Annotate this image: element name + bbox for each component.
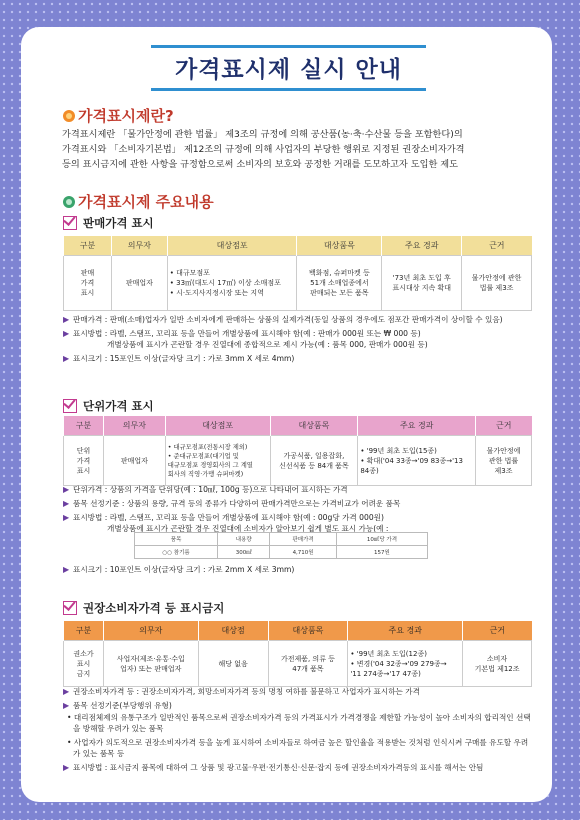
cell-basis: 소비자 기본법 제12조 [463,641,532,687]
triangle-bullet-icon: ▶ [63,354,70,363]
note-text: 단위가격 : 상품의 가격을 단위당(예 : 10㎖, 100g 등)으로 나타내어 표시하는 가격 [73,485,348,494]
col-header: 의무자 [103,416,165,436]
col-header: 의무자 [103,621,198,641]
sun-bullet-icon [63,110,75,122]
col-header: 근거 [462,236,532,256]
col-header: 주요 경과 [358,416,476,436]
col-header: 대상점포 [167,236,297,256]
section1-heading [63,105,174,126]
triangle-bullet-icon: ▶ [63,329,70,338]
example-cell: 4,710원 [270,546,337,559]
note-item [63,512,533,523]
triangle-bullet-icon: ▶ [63,485,70,494]
triangle-bullet-icon: ▶ [63,687,70,696]
criteria-item: • 대리점체제의 유통구조가 일반적인 품목으로써 권장소비자가격 등의 가격표시가 가격경쟁을 제한할 가능성이 높아 소비자의 합리적인 선택을 방해할 우려가 있는 품목 [67,713,531,733]
cell-category: 판매 가격 표시 [64,256,112,311]
note-text: 개별상품에 표시가 곤란할 경우 진열대에 종합적으로 제시 가능(예 : 품목 000, 판매가 000원 등) [107,340,428,349]
note-item [63,762,533,773]
note-item [63,700,533,711]
definition-line: 가격표시제란 「물가안정에 관한 법률」 제3조의 규정에 의해 공산품(농·축·수산물 등을 포함한다)의 [62,129,463,140]
cell-basis: 물가안정에 관한 법률 제3조 [462,256,532,311]
section2-heading-text: 가격표시제 주요내용 [78,193,214,211]
cell-obligor: 판매업자 [111,256,167,311]
unit-notes [63,484,533,537]
example-header: 판매가격 [270,533,337,546]
cell-stores: 해당 없음 [198,641,268,687]
example-header: 10㎖당 가격 [336,533,427,546]
page-title: 가격표시제 실시 안내 [175,57,402,83]
note-text: 표시크기 : 15포인트 이상(글자당 크기 : 가로 3mm X 세로 4mm) [73,354,295,363]
note-text: 표시크기 : 10포인트 이상(글자당 크기 : 가로 2mm X 세로 3mm) [73,565,295,574]
notice-card [21,27,552,802]
col-header: 의무자 [111,236,167,256]
triangle-bullet-icon: ▶ [63,565,70,574]
col-header: 대상점포 [165,416,270,436]
definition-line: 가격표시와 「소비자기본법」 제12조의 규정에 의해 사업자의 부당한 행위로 지정된 권장소비자가격 [62,144,465,155]
col-header: 대상품목 [270,416,358,436]
title-bottom-rule [151,88,426,91]
cell-history: '73년 최초 도입 후 표시대상 지속 확대 [382,256,462,311]
note-item [63,328,533,339]
cell-category: 권소가 표시 금지 [64,641,104,687]
recommended-heading [63,600,224,616]
definition-paragraph [62,127,532,172]
col-header: 주요 경과 [382,236,462,256]
unit-size-note [63,564,533,578]
sales-heading-text: 판매가격 표시 [83,216,154,230]
sales-table [63,236,532,311]
cell-items: 백화점, 슈퍼마켓 등 51개 소매업종에서 판매되는 모든 품목 [297,256,382,311]
table-row [64,641,532,687]
col-header: 근거 [463,621,532,641]
note-continuation [63,339,533,350]
unit-heading [63,398,154,414]
table-header-row [64,236,532,256]
col-header: 구분 [64,416,104,436]
triangle-bullet-icon: ▶ [63,763,70,772]
sun-bullet-icon [63,196,75,208]
example-header: 품목 [135,533,218,546]
cell-items: 가전제품, 의류 등 47개 품목 [268,641,348,687]
note-item [63,564,533,575]
cell-obligor: 사업자(제조·유통·수입 업자) 또는 판매업자 [103,641,198,687]
note-text: 품목 선정기준(부당행위 유형) [73,701,172,710]
note-text: 개별상품에 표시가 곤란할 경우 진열대에 소비자가 알아보기 쉽게 별도 표시 가능(예 : [107,524,389,533]
example-header: 내용량 [218,533,270,546]
cell-stores: • 대규모점포 • 33㎡(대도시 17㎡) 이상 소매점포 • 시·도지사지정시장 또는 지역 [167,256,297,311]
recommended-notes [63,686,533,776]
cell-category: 단위 가격 표시 [64,436,104,486]
sales-heading [63,215,154,231]
col-header: 주요 경과 [348,621,463,641]
section1-heading-text: 가격표시제란? [78,107,174,125]
col-header: 대상품목 [268,621,348,641]
triangle-bullet-icon: ▶ [63,499,70,508]
section2-heading [63,191,214,212]
unit-heading-text: 단위가격 표시 [83,399,154,413]
cell-history: • '99년 최초 도입(12종) • 변경('04 32종→'09 279종→ '11 274종→'17 47종) [348,641,463,687]
title-block [151,45,426,91]
table-row [64,436,532,486]
table-row [135,546,428,559]
note-item [63,314,533,325]
table-row [64,256,532,311]
cell-stores: • 대규모점포(전통시장 제외) • 준대규모점포(대기업 및 대규모점포 경영회사의 그 계열 회사의 직영·가맹 슈퍼마켓) [165,436,270,486]
col-header: 구분 [64,236,112,256]
definition-line: 등의 표시금지에 관한 사항을 규정함으로써 소비자의 보호와 공정한 거래를 도모하고자 도입한 제도 [62,159,459,170]
recommended-table [63,621,532,687]
example-cell: 300㎖ [218,546,270,559]
checkbox-icon [63,399,77,413]
cell-history: • '99년 최초 도입(15종) • 확대('04 33종→'09 83종→'13 84종) [358,436,476,486]
note-text: 표시방법 : 라벨, 스탬프, 꼬리표 등을 만들어 개별상품에 표시해야 함(예 : 00g당 가격 000원) [73,513,384,522]
note-text: 권장소비자가격 등 : 권장소비자가격, 희망소비자가격 등의 명칭 여하를 불문하고 사업자가 표시하는 가격 [73,687,420,696]
example-cell: 157원 [336,546,427,559]
sales-notes [63,314,533,367]
unit-table [63,416,532,486]
table-header-row [64,416,532,436]
note-text: 품목 선정기준 : 상품의 용량, 규격 등의 종류가 다양하여 판매가격만으로는 가격비교가 어려운 품목 [73,499,401,508]
cell-items: 가공식품, 일용잡화, 신선식품 등 84개 품목 [270,436,358,486]
col-header: 대상품목 [297,236,382,256]
col-header: 근거 [476,416,532,436]
note-text: 표시방법 : 라벨, 스탬프, 꼬리표 등을 만들어 개별상품에 표시해야 함(예 : 판매가 000원 또는 ₩ 000 등) [73,329,421,338]
note-item [63,686,533,697]
table-header-row [135,533,428,546]
note-text: 판매가격 : 판매(소매)업자가 일반 소비자에게 판매하는 상품의 실제가격(동일 상품의 경우에도 점포간 판매가격이 상이할 수 있음) [73,315,503,324]
checkbox-icon [63,601,77,615]
triangle-bullet-icon: ▶ [63,315,70,324]
unit-price-example-table [134,532,428,559]
cell-obligor: 판매업자 [103,436,165,486]
triangle-bullet-icon: ▶ [63,701,70,710]
note-item [63,484,533,495]
note-item [63,498,533,509]
checkbox-icon [63,216,77,230]
criteria-item: • 사업자가 의도적으로 권장소비자가격 등을 높게 표시하여 소비자들로 하여금 높은 할인율을 적용받는 것처럼 인식시켜 구매를 유도할 우려가 있는 품목 등 [67,738,529,758]
recommended-heading-text: 권장소비자가격 등 표시금지 [83,601,225,615]
triangle-bullet-icon: ▶ [63,513,70,522]
col-header: 구분 [64,621,104,641]
example-cell: ○○ 참기름 [135,546,218,559]
col-header: 대상점 [198,621,268,641]
note-text: 표시방법 : 표시금지 품목에 대하여 그 상품 및 광고물·우편·전기통신·신문·잡지 등에 권장소비자가격등의 표시를 해서는 안됨 [73,763,484,772]
cell-basis: 물가안정에 관한 법률 제3조 [476,436,532,486]
table-header-row [64,621,532,641]
note-item [63,353,533,364]
